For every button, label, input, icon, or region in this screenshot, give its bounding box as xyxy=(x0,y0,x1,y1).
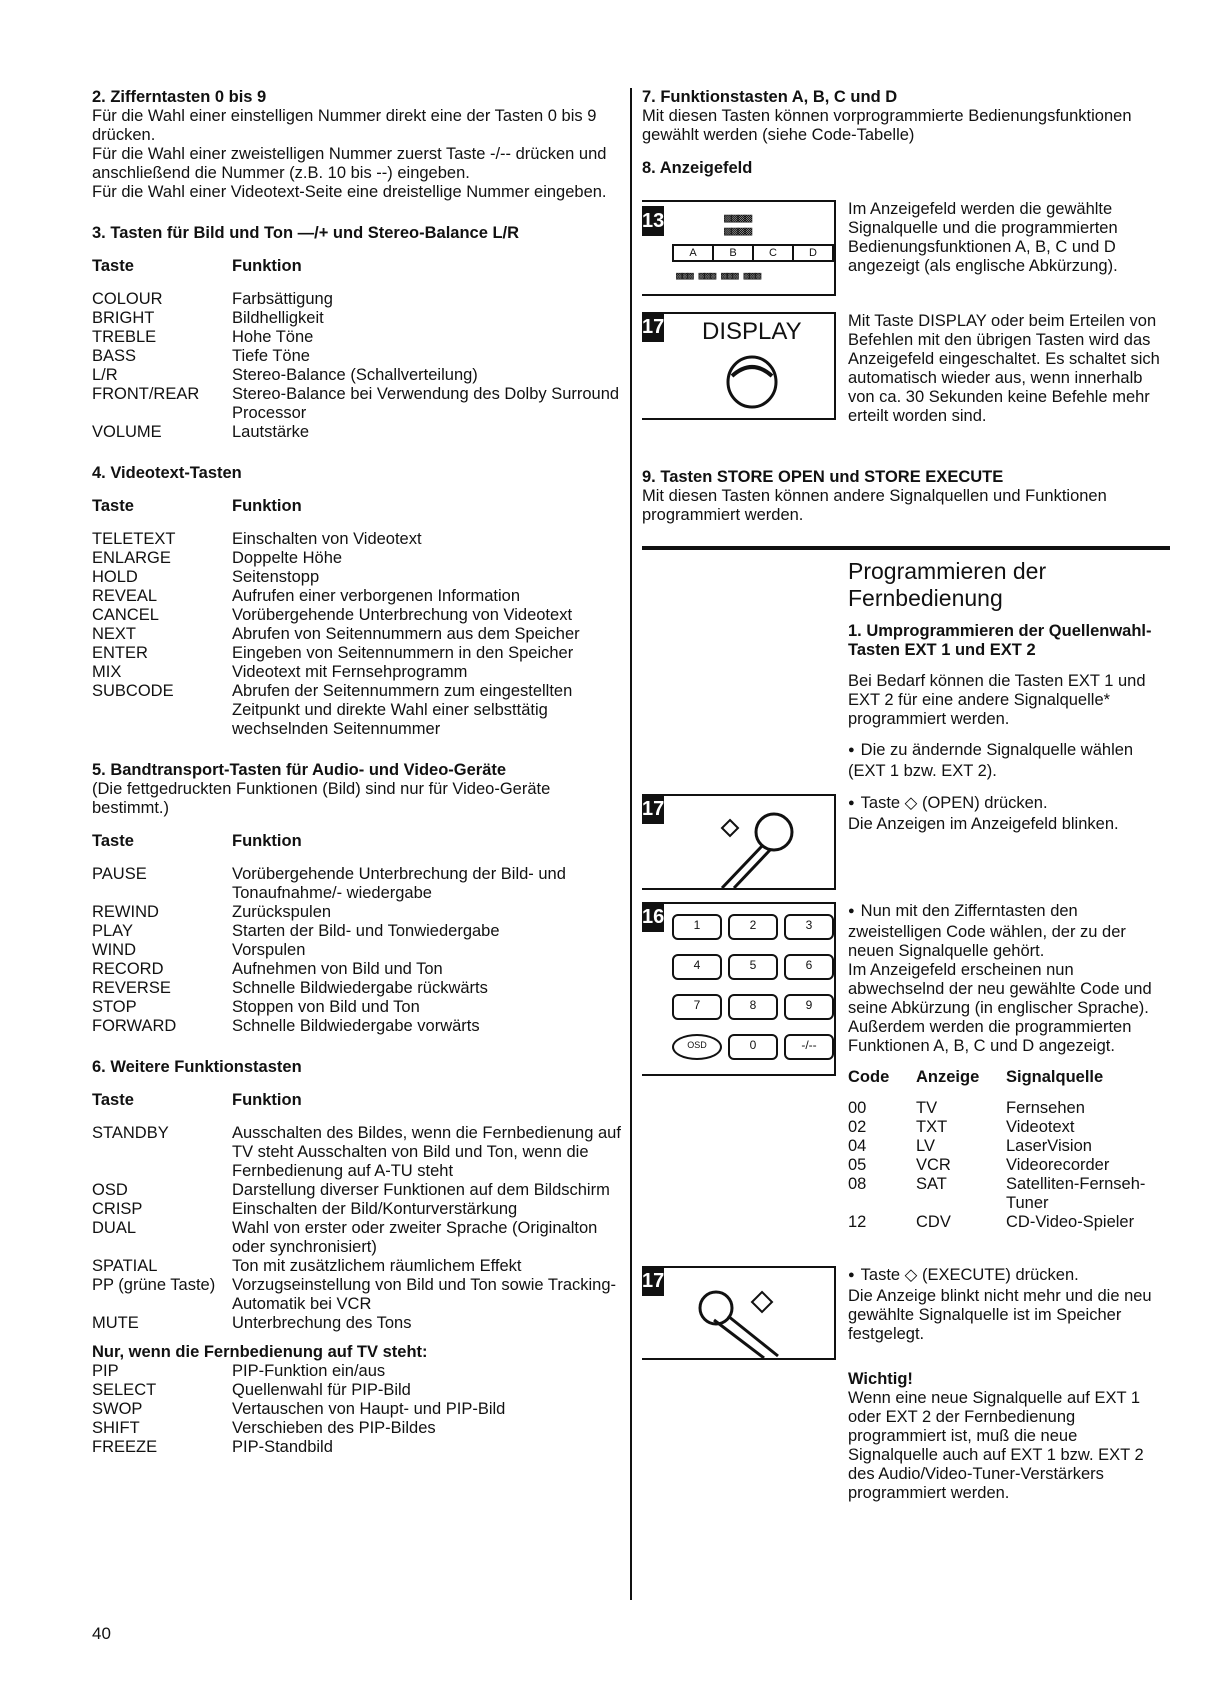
code-display: SAT xyxy=(916,1175,947,1193)
code-source: Videorecorder xyxy=(1006,1156,1110,1174)
table-row xyxy=(92,625,622,644)
code-display: TXT xyxy=(916,1118,948,1136)
step-execute-desc: Die Anzeige blinkt nicht mehr und die neu gewählte Signalquelle ist im Speicher festgelegt. xyxy=(848,1287,1152,1343)
col-header-funktion: Funktion xyxy=(232,1091,302,1109)
col-header-taste: Taste xyxy=(92,1091,134,1109)
step-code xyxy=(848,902,1170,1232)
keypad-grid xyxy=(672,914,834,1060)
table-row xyxy=(92,606,622,625)
section-rule xyxy=(642,546,1170,550)
section-bandtransport xyxy=(92,761,622,1036)
col-header-funktion: Funktion xyxy=(232,257,302,275)
key-name: SUBCODE xyxy=(92,682,174,700)
col-header-taste: Taste xyxy=(92,257,134,275)
key-function: Darstellung diverser Funktionen auf dem Bildschirm xyxy=(232,1181,610,1199)
table-row xyxy=(92,1124,622,1181)
code-source: Fernsehen xyxy=(1006,1099,1085,1117)
key-name: CANCEL xyxy=(92,606,159,624)
table-row xyxy=(92,530,622,549)
figure-13-caption: Im Anzeigefeld werden die gewählte Signalquelle und die programmierten Bedienungsfunktionen A, B, C und D angezeigt (als englische Abkürzung). xyxy=(848,200,1118,275)
table-row xyxy=(92,922,622,941)
tv-key-table xyxy=(92,1362,505,1457)
col-header-funktion: Funktion xyxy=(232,832,302,850)
key-function: Doppelte Höhe xyxy=(232,549,343,567)
key-function: Vorspulen xyxy=(232,941,306,959)
key-table xyxy=(92,1077,622,1333)
keypad-key: 5 xyxy=(728,954,778,980)
keypad-key: 6 xyxy=(784,954,834,980)
table-row xyxy=(92,385,622,423)
step-open-desc: Die Anzeigen im Anzeigefeld blinken. xyxy=(848,815,1119,833)
code-display: VCR xyxy=(916,1156,951,1174)
key-name: BRIGHT xyxy=(92,309,155,327)
segment-bottom: ▩▩▩ ▩▩▩ ▩▩▩ ▩▩▩ xyxy=(676,269,761,282)
section-title: 2. Zifferntasten 0 bis 9 xyxy=(92,88,267,106)
table-row xyxy=(92,1017,622,1036)
key-function: Abrufen von Seitennummern aus dem Speicher xyxy=(232,625,580,643)
section-store xyxy=(642,468,1170,525)
key-name: MUTE xyxy=(92,1314,139,1332)
table-row xyxy=(848,1118,1166,1137)
key-name: PIP xyxy=(92,1362,119,1380)
code-display: CDV xyxy=(916,1213,951,1231)
sub-title: 1. Umprogrammieren der Quellenwahl-Tasten EXT 1 und EXT 2 xyxy=(848,622,1152,659)
key-function: Vorübergehende Unterbrechung von Videotext xyxy=(232,606,573,624)
key-function: Unterbrechung des Tons xyxy=(232,1314,412,1332)
section-note: (Die fettgedruckten Funktionen (Bild) sind nur für Video-Geräte bestimmt.) xyxy=(92,780,551,817)
step-execute-text: ● Taste ◇ (EXECUTE) drücken. xyxy=(848,1266,1170,1287)
table-row xyxy=(92,549,622,568)
key-name: COLOUR xyxy=(92,290,163,308)
col-header-funktion: Funktion xyxy=(232,497,302,515)
key-name: WIND xyxy=(92,941,136,959)
key-name: REVEAL xyxy=(92,587,158,605)
section-title: 7. Funktionstasten A, B, C und D xyxy=(642,88,898,106)
key-function: Vorübergehende Unterbrechung der Bild- und Tonaufnahme/- wiedergabe xyxy=(232,865,566,902)
key-function: Stereo-Balance bei Verwendung des Dolby Surround Processor xyxy=(232,385,620,422)
section-zifferntasten xyxy=(92,88,622,202)
key-function: PIP-Funktion ein/aus xyxy=(232,1362,386,1380)
key-function: Abrufen der Seitennummern zum eingestellten Zeitpunkt und direkte Wahl einer selbsttätig wechselnden Seitennummer xyxy=(232,682,573,738)
key-function: Vertauschen von Haupt- und PIP-Bild xyxy=(232,1400,506,1418)
key-name: SELECT xyxy=(92,1381,157,1399)
key-function: Bildhelligkeit xyxy=(232,309,324,327)
key-name: FORWARD xyxy=(92,1017,177,1035)
key-name: TELETEXT xyxy=(92,530,176,548)
figure-17-execute-button xyxy=(642,1266,838,1362)
step-select-source: ● Die zu ändernde Signalquelle wählen (EXT 1 bzw. EXT 2). xyxy=(848,741,1170,781)
keypad-key: 3 xyxy=(784,914,834,940)
step-open xyxy=(848,794,1170,834)
key-table xyxy=(92,483,622,739)
key-name: TREBLE xyxy=(92,328,157,346)
code-value: 12 xyxy=(848,1213,867,1231)
figure-badge: 17 xyxy=(642,794,664,824)
table-row xyxy=(848,1175,1166,1213)
function-b-label: B xyxy=(712,246,752,260)
column-divider xyxy=(630,88,632,1600)
code-source: Satelliten-Fernseh-Tuner xyxy=(1006,1175,1146,1212)
col-header-signalquelle: Signalquelle xyxy=(1006,1068,1104,1086)
key-function: Wahl von erster oder zweiter Sprache (Originalton oder synchronisiert) xyxy=(232,1219,598,1256)
key-name: SHIFT xyxy=(92,1419,140,1437)
table-row xyxy=(92,587,622,606)
key-name: PAUSE xyxy=(92,865,147,883)
table-row xyxy=(92,865,622,903)
key-function: Videotext mit Fernsehprogramm xyxy=(232,663,468,681)
abcd-row xyxy=(672,244,834,262)
key-name: OSD xyxy=(92,1181,128,1199)
paragraph: Für die Wahl einer einstelligen Nummer direkt eine der Tasten 0 bis 9 drücken. xyxy=(92,107,597,144)
key-function: Stoppen von Bild und Ton xyxy=(232,998,420,1016)
table-row xyxy=(92,682,622,739)
paragraph: Mit diesen Tasten können vorprogrammierte Bedienungsfunktionen gewählt werden (siehe Code-Tabelle) xyxy=(642,107,1132,144)
function-d-label: D xyxy=(792,246,832,260)
key-function: Ausschalten des Bildes, wenn die Fernbedienung auf TV steht Ausschalten von Bild und Ton, wenn die Fernbedienung auf A-TU steht xyxy=(232,1124,621,1180)
function-a-label: A xyxy=(672,246,712,260)
table-row xyxy=(92,1400,505,1419)
page-number: 40 xyxy=(92,1624,111,1643)
step-code-desc: Im Anzeigefeld erscheinen nun abwechselnd der neu gewählte Code und seine Abkürzung (in englischer Sprache). Außerdem werden die programmierten Funktionen A, B, C und D angezeigt. xyxy=(848,961,1152,1055)
key-function: Schnelle Bildwiedergabe vorwärts xyxy=(232,1017,480,1035)
right-column xyxy=(642,88,1172,178)
warning-title: Wichtig! xyxy=(848,1370,913,1388)
table-row xyxy=(92,423,622,442)
key-function: Eingeben von Seitennummern in den Speicher xyxy=(232,644,574,662)
key-name: MIX xyxy=(92,663,122,681)
key-name: REWIND xyxy=(92,903,159,921)
key-name: NEXT xyxy=(92,625,137,643)
table-row xyxy=(92,1219,622,1257)
open-press-icon xyxy=(712,810,832,888)
col-header-taste: Taste xyxy=(92,497,134,515)
key-name: REVERSE xyxy=(92,979,171,997)
table-row xyxy=(92,1362,505,1381)
figure-badge: 13 xyxy=(642,206,664,236)
col-header-code: Code xyxy=(848,1068,890,1086)
figure-17-open-button xyxy=(642,794,838,892)
code-source: CD-Video-Spieler xyxy=(1006,1213,1135,1231)
section-bild-ton xyxy=(92,224,622,442)
keypad-key: 1 xyxy=(672,914,722,940)
key-function: Verschieben des PIP-Bildes xyxy=(232,1419,436,1437)
key-name: FREEZE xyxy=(92,1438,158,1456)
section-title: 4. Videotext-Tasten xyxy=(92,464,242,482)
table-row xyxy=(92,1181,622,1200)
keypad-key: 4 xyxy=(672,954,722,980)
key-function: Farbsättigung xyxy=(232,290,333,308)
key-table xyxy=(92,818,622,1036)
key-name: PLAY xyxy=(92,922,133,940)
key-name: STOP xyxy=(92,998,137,1016)
key-name: ENTER xyxy=(92,644,148,662)
key-function: Lautstärke xyxy=(232,423,310,441)
table-row xyxy=(92,1438,505,1457)
table-row xyxy=(92,1200,622,1219)
tv-only-title: Nur, wenn die Fernbedienung auf TV steht: xyxy=(92,1343,428,1361)
step-open-text: ● Taste ◇ (OPEN) drücken. xyxy=(848,794,1170,815)
key-name: SWOP xyxy=(92,1400,143,1418)
key-name: ENLARGE xyxy=(92,549,171,567)
key-function: Einschalten der Bild/Konturverstärkung xyxy=(232,1200,518,1218)
keypad-key: 9 xyxy=(784,994,834,1020)
table-row xyxy=(92,347,622,366)
key-function: Seitenstopp xyxy=(232,568,320,586)
code-value: 00 xyxy=(848,1099,867,1117)
key-function: Aufrufen einer verborgenen Information xyxy=(232,587,521,605)
table-row xyxy=(92,1276,622,1314)
col-header-taste: Taste xyxy=(92,832,134,850)
intro-paragraph: Bei Bedarf können die Tasten EXT 1 und EXT 2 für eine andere Signalquelle* programmiert werden. xyxy=(848,672,1146,728)
table-row xyxy=(92,903,622,922)
table-row xyxy=(92,979,622,998)
table-row xyxy=(92,1314,622,1333)
code-table-header xyxy=(848,1068,1166,1099)
key-function: Ton mit zusätzlichem räumlichem Effekt xyxy=(232,1257,522,1275)
code-source: LaserVision xyxy=(1006,1137,1092,1155)
key-function: Stereo-Balance (Schallverteilung) xyxy=(232,366,478,384)
warning-text: Wenn eine neue Signalquelle auf EXT 1 oder EXT 2 der Fernbedienung programmiert ist, muß die neue Signalquelle auch auf EXT 1 bzw. EXT 2 des Audio/Video-Tuner-Verstärkers programmiert werden. xyxy=(848,1389,1144,1502)
section-title: 9. Tasten STORE OPEN und STORE EXECUTE xyxy=(642,468,1004,486)
figure-badge: 17 xyxy=(642,1266,664,1296)
segment-top: ▩▩▩▩ ▩▩▩▩ xyxy=(724,211,752,239)
code-value: 08 xyxy=(848,1175,867,1193)
key-function: Vorzugseinstellung von Bild und Ton sowie Tracking-Automatik bei VCR xyxy=(232,1276,617,1313)
figure-17-caption: Mit Taste DISPLAY oder beim Erteilen von Befehlen mit den übrigen Tasten wird das Anzeigefeld eingeschaltet. Es schaltet sich automatisch wieder aus, wenn innerhalb von ca. 30 Sekunden keine Befehle mehr erteilt worden sind. xyxy=(848,312,1160,425)
programming-section xyxy=(848,558,1170,781)
table-row xyxy=(92,644,622,663)
keypad-key: 0 xyxy=(728,1034,778,1060)
col-header-anzeige: Anzeige xyxy=(916,1068,980,1086)
key-name: VOLUME xyxy=(92,423,162,441)
key-name: PP (grüne Taste) xyxy=(92,1276,216,1294)
figure-17-display-button xyxy=(642,312,838,422)
code-source: Videotext xyxy=(1006,1118,1075,1136)
key-function: Quellenwahl für PIP-Bild xyxy=(232,1381,411,1399)
section-title: 5. Bandtransport-Tasten für Audio- und Video-Geräte xyxy=(92,761,507,779)
table-row xyxy=(92,1257,622,1276)
section-title: 3. Tasten für Bild und Ton —/+ und Stereo-Balance L/R xyxy=(92,224,520,242)
section-weitere xyxy=(92,1058,622,1457)
key-function: Aufnehmen von Bild und Ton xyxy=(232,960,443,978)
table-row xyxy=(92,960,622,979)
display-button-label: DISPLAY xyxy=(702,318,802,345)
key-name: SPATIAL xyxy=(92,1257,158,1275)
keypad-key: 8 xyxy=(728,994,778,1020)
table-row xyxy=(92,941,622,960)
keypad-key: 2 xyxy=(728,914,778,940)
table-row xyxy=(92,366,622,385)
code-display: TV xyxy=(916,1099,938,1117)
table-row xyxy=(92,998,622,1017)
code-value: 05 xyxy=(848,1156,867,1174)
key-name: RECORD xyxy=(92,960,164,978)
key-function: Hohe Töne xyxy=(232,328,314,346)
keypad-key: -/-- xyxy=(784,1034,834,1060)
key-name: L/R xyxy=(92,366,118,384)
key-name: FRONT/REAR xyxy=(92,385,200,403)
table-row xyxy=(92,1381,505,1400)
paragraph: Für die Wahl einer Videotext-Seite eine dreistellige Nummer eingeben. xyxy=(92,183,607,201)
code-value: 02 xyxy=(848,1118,867,1136)
step-code-text: ● Nun mit den Zifferntasten den zweistelligen Code wählen, der zu der neuen Signalquelle gehört. xyxy=(848,902,1170,961)
table-row xyxy=(848,1213,1166,1232)
chapter-title: Programmieren der Fernbedienung xyxy=(848,558,1047,611)
table-row xyxy=(92,290,622,309)
key-name: STANDBY xyxy=(92,1124,169,1142)
figure-badge: 16 xyxy=(642,902,664,932)
display-button-icon xyxy=(722,352,782,410)
key-function: PIP-Standbild xyxy=(232,1438,333,1456)
execute-press-icon xyxy=(694,1286,814,1358)
code-value: 04 xyxy=(848,1137,867,1155)
paragraph: Für die Wahl einer zweistelligen Nummer zuerst Taste -/-- drücken und anschließend die Nummer (z.B. 10 bis --) eingeben. xyxy=(92,145,607,182)
section-funktionstasten xyxy=(642,88,1172,145)
function-c-label: C xyxy=(752,246,792,260)
key-table xyxy=(92,243,622,442)
table-row xyxy=(848,1099,1166,1118)
figure-16-keypad xyxy=(642,902,838,1078)
keypad-key-osd: OSD xyxy=(672,1034,722,1060)
table-row xyxy=(92,328,622,347)
table-row xyxy=(848,1156,1166,1175)
key-name: HOLD xyxy=(92,568,138,586)
table-row xyxy=(848,1137,1166,1156)
code-display: LV xyxy=(916,1137,935,1155)
table-row xyxy=(92,309,622,328)
key-name: DUAL xyxy=(92,1219,137,1237)
table-row xyxy=(92,1419,505,1438)
section-title: 8. Anzeigefeld xyxy=(642,159,753,177)
figure-13-display-panel xyxy=(642,200,838,298)
table-row xyxy=(92,568,622,587)
key-function: Zurückspulen xyxy=(232,903,332,921)
keypad-key: 7 xyxy=(672,994,722,1020)
key-function: Schnelle Bildwiedergabe rückwärts xyxy=(232,979,488,997)
paragraph: Mit diesen Tasten können andere Signalquellen und Funktionen programmiert werden. xyxy=(642,487,1107,524)
figure-badge: 17 xyxy=(642,312,664,342)
section-videotext xyxy=(92,464,622,739)
table-row xyxy=(92,663,622,682)
key-name: CRISP xyxy=(92,1200,143,1218)
left-column xyxy=(92,88,622,1479)
step-execute xyxy=(848,1266,1170,1503)
code-table xyxy=(848,1068,1166,1232)
key-function: Einschalten von Videotext xyxy=(232,530,422,548)
key-name: BASS xyxy=(92,347,137,365)
key-function: Starten der Bild- und Tonwiedergabe xyxy=(232,922,500,940)
key-function: Tiefe Töne xyxy=(232,347,310,365)
section-title: 6. Weitere Funktionstasten xyxy=(92,1058,302,1076)
